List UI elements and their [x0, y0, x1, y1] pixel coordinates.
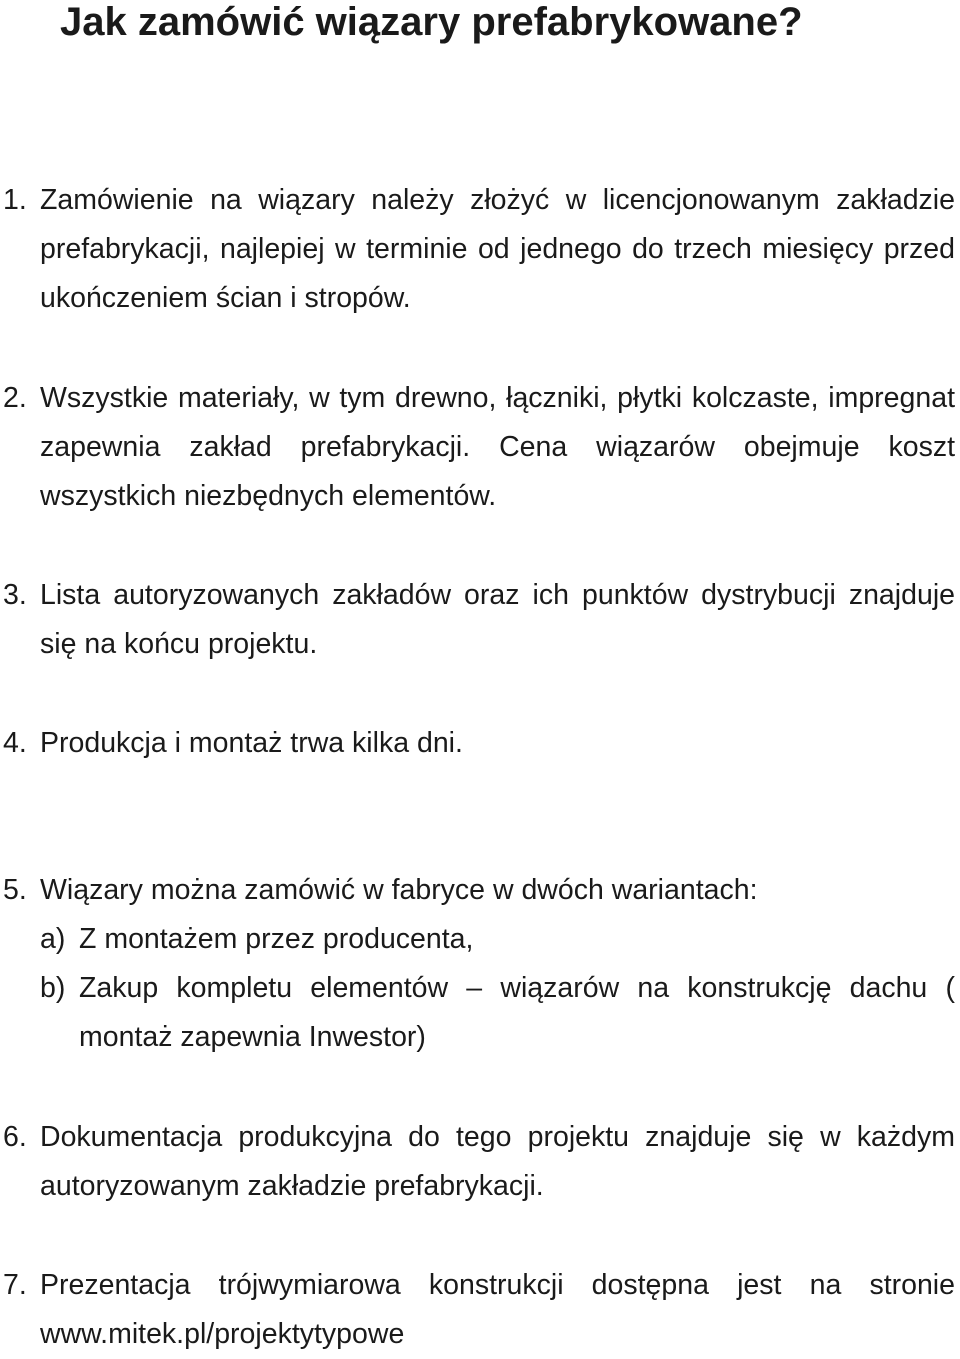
list-item-6 — [0, 1113, 955, 1211]
item-number: 6. — [3, 1121, 27, 1153]
item-text: Dokumentacja produkcyjna do tego projektu znajduje się w każdym autoryzowanym zakładzie prefabrykacji. — [40, 1121, 955, 1202]
item-number: 5. — [3, 874, 27, 906]
item-number: 2. — [3, 382, 27, 414]
item-number: 1. — [3, 184, 27, 216]
item-text: Produkcja i montaż trwa kilka dni. — [40, 727, 463, 759]
subitem-text: Zakup kompletu elementów – wiązarów na konstrukcję dachu ( montaż zapewnia Inwestor) — [79, 972, 955, 1053]
list-item-2 — [0, 374, 955, 521]
subitem-letter: a) — [40, 923, 66, 955]
subitem-text: Z montażem przez producenta, — [79, 923, 474, 955]
page-title: Jak zamówić wiązary prefabrykowane? — [60, 0, 803, 44]
subitem-a — [40, 915, 955, 964]
item-number: 4. — [3, 727, 27, 759]
item-text: Lista autoryzowanych zakładów oraz ich punktów dystrybucji znajduje się na końcu projektu. — [40, 579, 955, 660]
subitem-letter: b) — [40, 972, 66, 1004]
item-number: 3. — [3, 579, 27, 611]
list-item-7 — [0, 1261, 955, 1359]
subitem-b — [40, 964, 955, 1062]
list-item-1 — [0, 176, 955, 323]
item-text: Prezentacja trójwymiarowa konstrukcji dostępna jest na stronie www.mitek.pl/projektytypowe — [40, 1269, 955, 1350]
list-item-3 — [0, 571, 955, 669]
item-text: Wiązary można zamówić w fabryce w dwóch wariantach: — [40, 874, 758, 906]
list-item-5 — [0, 866, 955, 1062]
item-text: Zamówienie na wiązary należy złożyć w licencjonowanym zakładzie prefabrykacji, najlepiej w terminie od jednego do trzech miesięcy przed ukończeniem ścian i stropów. — [40, 184, 955, 314]
item-number: 7. — [3, 1269, 27, 1301]
item-text: Wszystkie materiały, w tym drewno, łączniki, płytki kolczaste, impregnat zapewnia zakład prefabrykacji. Cena wiązarów obejmuje koszt wszystkich niezbędnych elementów. — [40, 382, 955, 512]
list-item-4 — [0, 719, 955, 768]
